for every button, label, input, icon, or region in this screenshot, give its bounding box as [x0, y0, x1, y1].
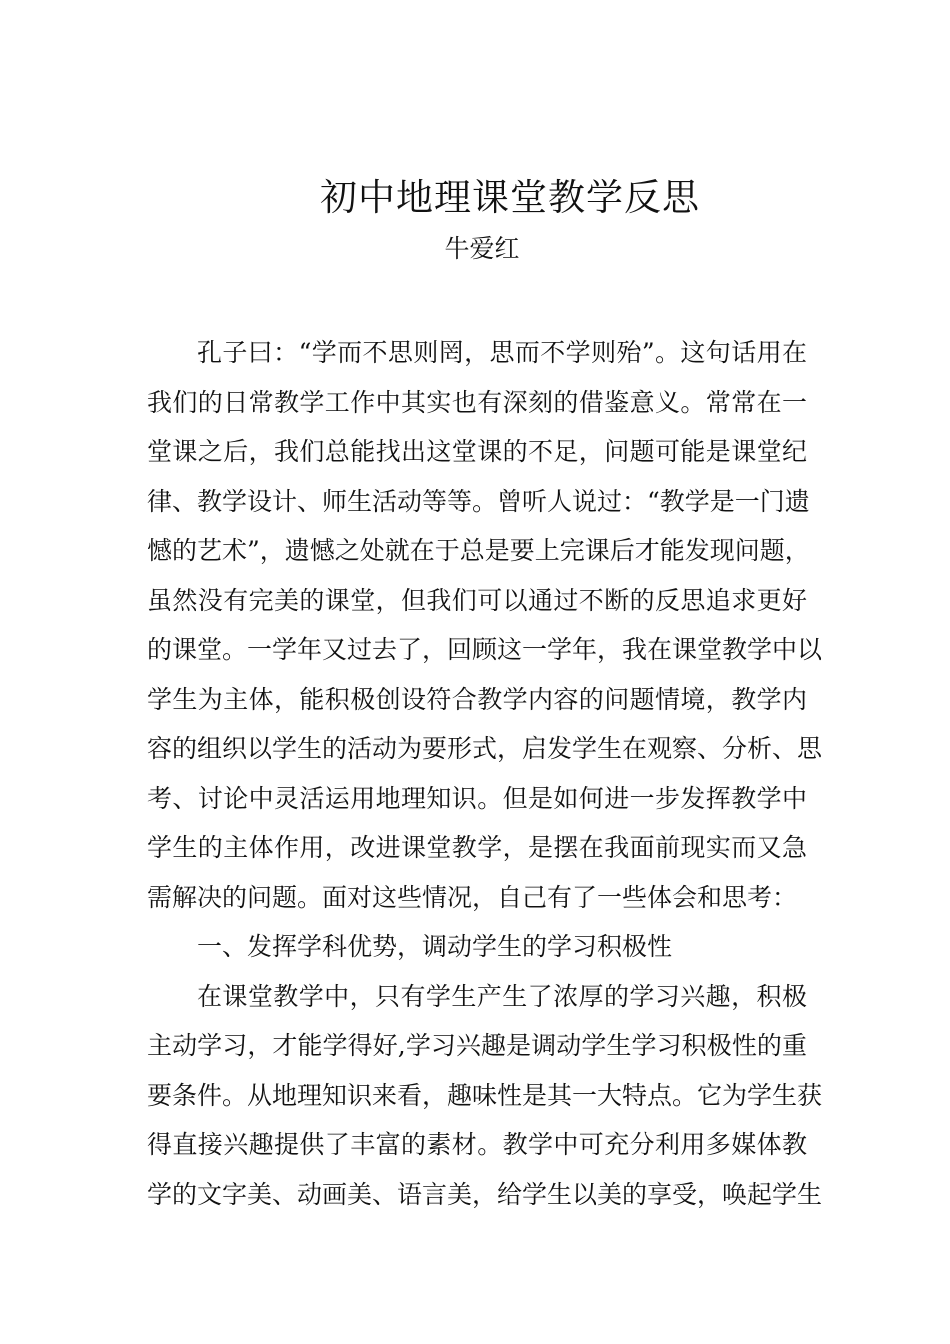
author-name: 牛爱红 [444, 234, 520, 263]
text-line: 堂课之后，我们总能找出这堂课的不足，问题可能是课堂纪 [147, 437, 807, 466]
text-line: 憾的艺术”，遗憾之处就在于总是要上完课后才能发现问题， [147, 536, 810, 565]
text-line: 在课堂教学中，只有学生产生了浓厚的学习兴趣，积极 [197, 981, 807, 1011]
document-title: 初中地理课堂教学反思 [320, 176, 700, 219]
text-line: 孔子曰：“学而不思则罔，思而不学则殆”。这句话用在 [197, 338, 807, 367]
text-line: 的课堂。一学年又过去了，回顾这一学年，我在课堂教学中以 [147, 635, 823, 664]
text-line: 主动学习，才能学得好,学习兴趣是调动学生学习积极性的重 [147, 1031, 807, 1060]
section-heading: 一、发挥学科优势，调动学生的学习积极性 [197, 932, 673, 961]
text-line: 学生为主体，能积极创设符合教学内容的问题情境，教学内 [147, 684, 807, 714]
text-line: 容的组织以学生的活动为要形式，启发学生在观察、分析、思 [147, 734, 823, 763]
text-line: 需解决的问题。面对这些情况，自己有了一些体会和思考： [147, 882, 798, 912]
text-line: 要条件。从地理知识来看，趣味性是其一大特点。它为学生获 [147, 1080, 823, 1110]
text-line: 虽然没有完美的课堂，但我们可以通过不断的反思追求更好 [147, 585, 807, 615]
body-text [147, 328, 823, 1219]
text-line: 得直接兴趣提供了丰富的素材。教学中可充分利用多媒体教 [147, 1130, 807, 1159]
text-line: 律、教学设计、师生活动等等。曾听人说过：“教学是一门遗 [147, 486, 810, 516]
text-line: 我们的日常教学工作中其实也有深刻的借鉴意义。常常在一 [147, 387, 807, 417]
text-line: 考、讨论中灵活运用地理知识。但是如何进一步发挥教学中 [147, 783, 807, 813]
text-line: 学生的主体作用，改进课堂教学，是摆在我面前现实而又急 [147, 833, 807, 862]
text-line: 学的文字美、动画美、语言美，给学生以美的享受，唤起学生 [147, 1179, 823, 1209]
